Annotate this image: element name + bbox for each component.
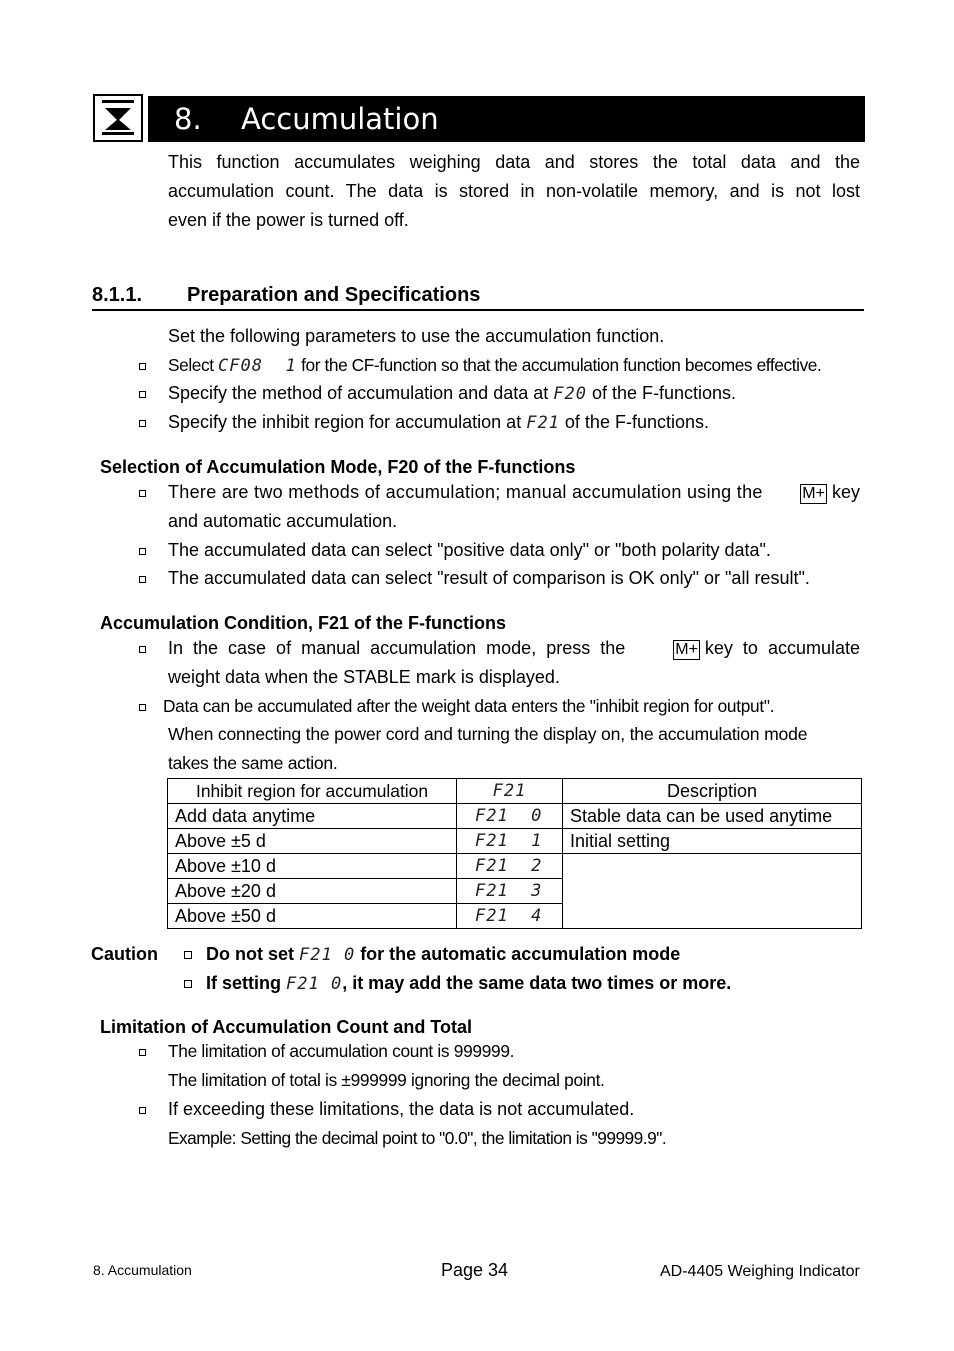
m-plus-key: M+ xyxy=(802,485,825,502)
code-cell: F21 1 xyxy=(457,829,563,854)
limitation-item-2-line-1: If exceeding these limitations, the data is not accumulated. xyxy=(168,1099,635,1119)
bullet-icon xyxy=(139,646,146,653)
code-cell: F21 4 xyxy=(457,904,563,929)
intro-line-2: accumulation count. The data is stored in non-volatile memory, and is not lost xyxy=(168,181,860,201)
download-arrow-icon xyxy=(95,96,141,140)
prep-item-1: Select CF08 1 for the CF-function so that the accumulation function becomes effective. xyxy=(168,355,822,376)
cf08-code: CF08 1 xyxy=(218,356,297,376)
region-cell: Above ±50 d xyxy=(168,904,457,929)
code-cell: F21 2 xyxy=(457,854,563,879)
chapter-icon xyxy=(93,94,143,142)
description-cell xyxy=(563,854,862,929)
condition-item-2-line-1: Data can be accumulated after the weight data enters the "inhibit region for output". xyxy=(163,696,775,716)
bullet-icon xyxy=(139,704,146,711)
footer-chapter: 8. Accumulation xyxy=(93,1262,192,1278)
f21-0-code: F21 0 xyxy=(299,945,356,965)
section-heading xyxy=(92,281,864,311)
mode-heading: Selection of Accumulation Mode, F20 of the F-functions xyxy=(100,457,576,477)
f20-code: F20 xyxy=(553,384,587,404)
description-cell: Stable data can be used anytime xyxy=(563,804,862,829)
condition-item-2-line-3: takes the same action. xyxy=(168,753,338,773)
section-number: 8.1.1. xyxy=(92,284,143,306)
bullet-icon xyxy=(139,363,146,370)
description-cell: Initial setting xyxy=(563,829,862,854)
table-header-row xyxy=(168,779,862,804)
section-lead: Set the following parameters to use the accumulation function. xyxy=(168,326,665,346)
prep-item-3: Specify the inhibit region for accumulation at F21 of the F-functions. xyxy=(168,412,709,433)
chapter-number: 8. xyxy=(174,102,202,136)
bullet-icon xyxy=(139,1049,146,1056)
limitation-item-1-line-2: The limitation of total is ±999999 ignoring the decimal point. xyxy=(168,1070,605,1090)
footer-page-number: Page 34 xyxy=(441,1260,509,1280)
chapter-title-bar xyxy=(148,96,865,142)
condition-heading: Accumulation Condition, F21 of the F-functions xyxy=(100,613,506,633)
caution-line-1: Do not set F21 0 for the automatic accumulation mode xyxy=(206,944,681,965)
inhibit-region-table xyxy=(167,778,862,929)
table-row xyxy=(168,804,862,829)
table-row xyxy=(168,854,862,879)
prep-item-2: Specify the method of accumulation and data at F20 of the F-functions. xyxy=(168,383,737,404)
condition-item-1-line-2: weight data when the STABLE mark is displayed. xyxy=(168,667,560,687)
code-cell: F21 0 xyxy=(457,804,563,829)
f21-0-code: F21 0 xyxy=(286,974,343,994)
m-plus-key: M+ xyxy=(675,641,698,658)
mode-item-3: The accumulated data can select "result of comparison is OK only" or "all result". xyxy=(168,568,810,588)
footer-product: AD-4405 Weighing Indicator xyxy=(660,1263,860,1280)
chapter-title: Accumulation xyxy=(241,102,439,136)
limitation-item-1-line-1: The limitation of accumulation count is 999999. xyxy=(168,1041,515,1061)
bullet-icon xyxy=(139,1107,146,1114)
intro-line-1: This function accumulates weighing data and stores the total data and the xyxy=(168,152,860,172)
limitation-item-2-line-2: Example: Setting the decimal point to "0.0", the limitation is "99999.9". xyxy=(168,1128,667,1148)
mode-item-2: The accumulated data can select "positive data only" or "both polarity data". xyxy=(168,540,771,560)
section-title: Preparation and Specifications xyxy=(187,284,481,306)
code-cell: F21 3 xyxy=(457,879,563,904)
bullet-icon xyxy=(139,391,146,398)
bullet-icon xyxy=(184,951,192,959)
caution-label: Caution xyxy=(91,944,158,964)
table-header-cell: F21 xyxy=(457,779,563,804)
bullet-icon xyxy=(184,980,192,988)
region-cell: Above ±5 d xyxy=(168,829,457,854)
region-cell: Above ±10 d xyxy=(168,854,457,879)
region-cell: Add data anytime xyxy=(168,804,457,829)
table-row xyxy=(168,829,862,854)
bullet-icon xyxy=(139,548,146,555)
mode-item-1-line-2: and automatic accumulation. xyxy=(168,511,398,531)
region-cell: Above ±20 d xyxy=(168,879,457,904)
bullet-icon xyxy=(139,490,146,497)
condition-item-1-line-1: In the case of manual accumulation mode, press the M+ key to accumulate xyxy=(168,638,860,658)
condition-item-2-line-2: When connecting the power cord and turning the display on, the accumulation mode xyxy=(168,724,808,744)
limitation-heading: Limitation of Accumulation Count and Total xyxy=(100,1017,472,1037)
bullet-icon xyxy=(139,576,146,583)
table-header-cell: Description xyxy=(563,779,862,804)
caution-line-2: If setting F21 0, it may add the same data two times or more. xyxy=(206,973,732,994)
mode-item-1-line-1: There are two methods of accumulation; manual accumulation using the M+ key xyxy=(168,482,860,502)
table-header-cell: Inhibit region for accumulation xyxy=(168,779,457,804)
f21-code: F21 xyxy=(526,413,560,433)
intro-line-3: even if the power is turned off. xyxy=(168,210,409,230)
bullet-icon xyxy=(139,420,146,427)
